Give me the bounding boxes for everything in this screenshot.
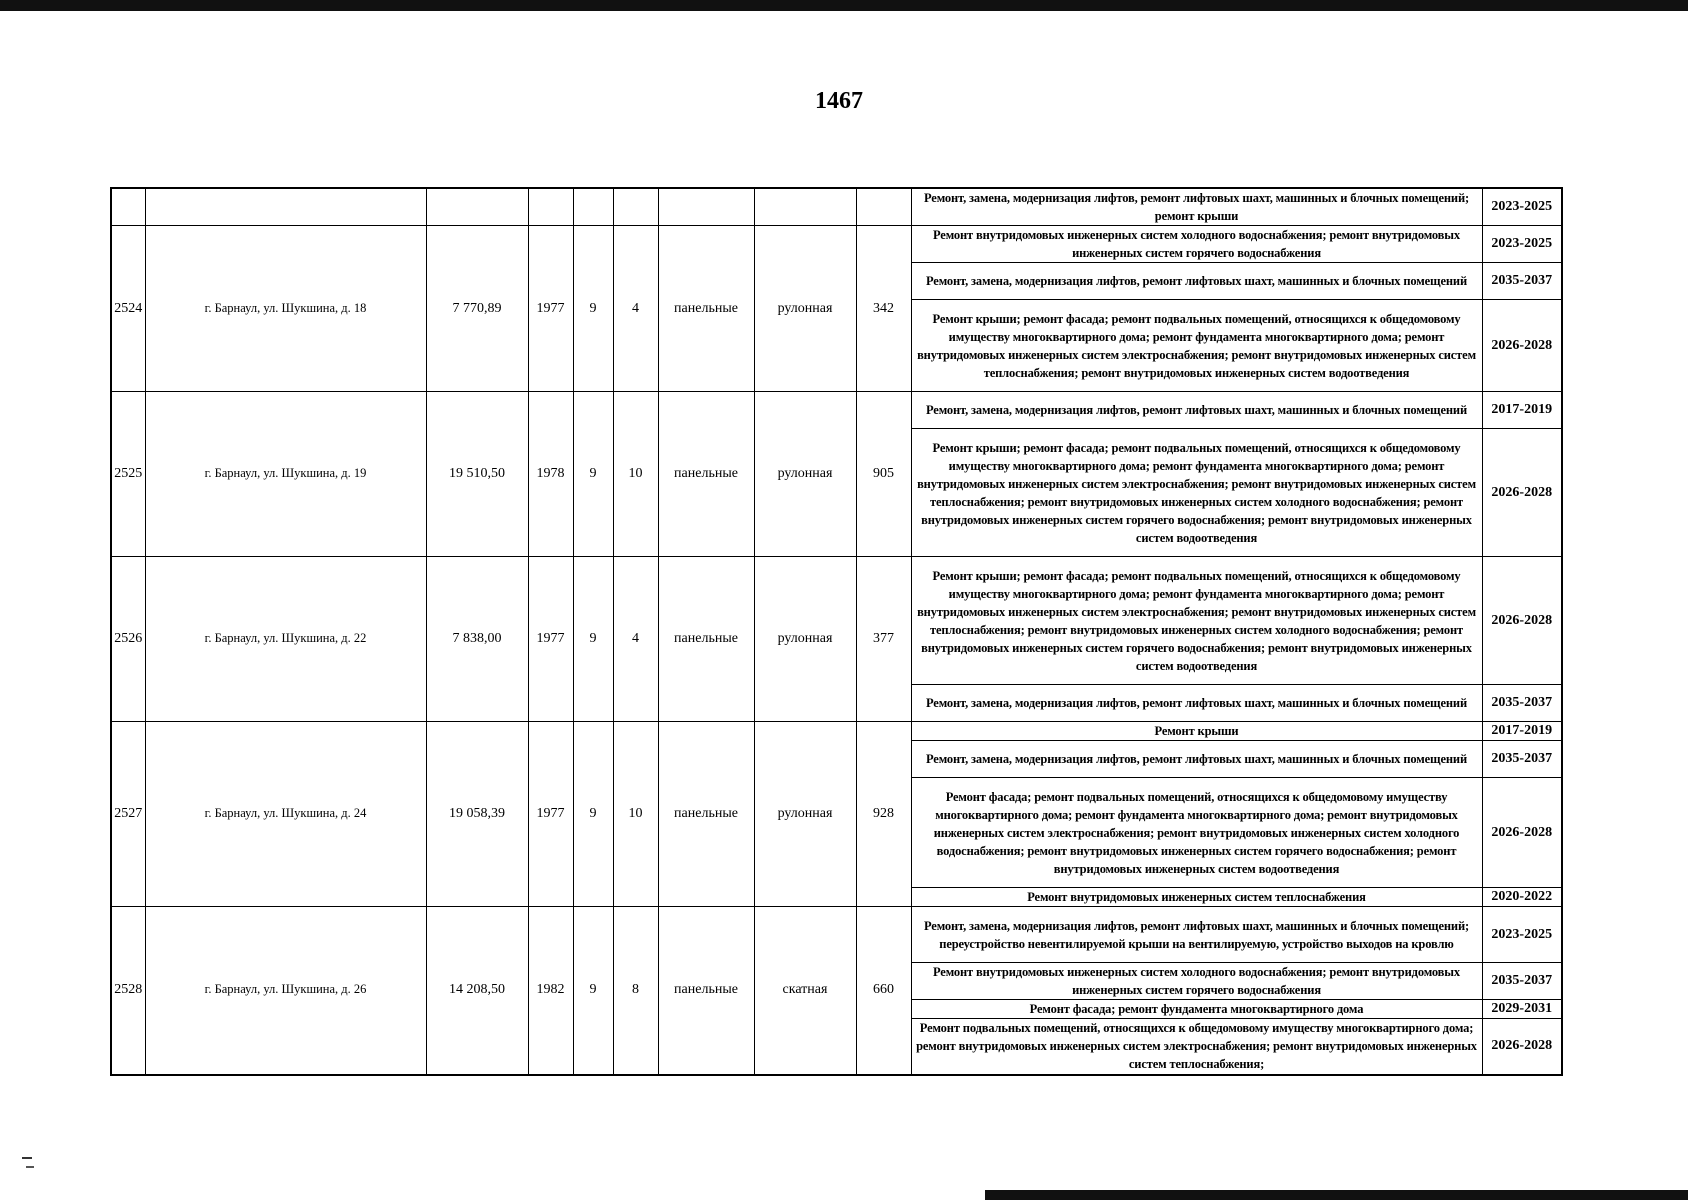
scan-border-bottom [985,1190,1688,1200]
work-description: Ремонт крыши; ремонт фасада; ремонт подвальных помещений, относящихся к общедомовому имуществу многоквартирного дома; ремонт фундамента многоквартирного дома; ремонт внутридомовых инженерных систем электроснабжения; ремонт внутридомовых инженерных систем теплоснабжения; ремонт внутридомовых инженерных систем холодного водоснабжения; ремонт внутридомовых инженерных систем горячего водоснабжения; ремонт внутридомовых инженерных систем водоотведения [911,557,1482,685]
work-description: Ремонт, замена, модернизация лифтов, ремонт лифтовых шахт, машинных и блочных помещений [911,392,1482,429]
work-description: Ремонт внутридомовых инженерных систем теплоснабжения [911,888,1482,907]
work-period: 2026-2028 [1482,300,1562,392]
building-year: 1977 [528,226,573,392]
work-description: Ремонт, замена, модернизация лифтов, ремонт лифтовых шахт, машинных и блочных помещений [911,685,1482,722]
building-number: 2528 [111,907,145,1075]
work-period: 2035-2037 [1482,741,1562,778]
building-area: 7 770,89 [426,226,528,392]
cell-empty [145,188,426,226]
work-description: Ремонт крыши [911,722,1482,741]
building-roof-type: рулонная [754,392,856,557]
building-entrances: 4 [613,557,658,722]
scan-speck [22,1157,32,1159]
building-number: 2526 [111,557,145,722]
work-description: Ремонт, замена, модернизация лифтов, ремонт лифтовых шахт, машинных и блочных помещений [911,263,1482,300]
building-wall-material: панельные [658,907,754,1075]
work-period: 2017-2019 [1482,722,1562,741]
work-period: 2017-2019 [1482,392,1562,429]
building-residents: 342 [856,226,911,392]
building-floors: 9 [573,557,613,722]
building-registry-table [110,187,1563,1076]
cell-empty [528,188,573,226]
building-entrances: 10 [613,722,658,907]
building-entrances: 4 [613,226,658,392]
building-residents: 377 [856,557,911,722]
building-address: г. Барнаул, ул. Шукшина, д. 24 [145,722,426,907]
cell-empty [426,188,528,226]
building-year: 1977 [528,557,573,722]
page-number: 1467 [815,88,863,114]
building-floors: 9 [573,907,613,1075]
work-description: Ремонт, замена, модернизация лифтов, ремонт лифтовых шахт, машинных и блочных помещений [911,741,1482,778]
cell-empty [754,188,856,226]
building-area: 19 510,50 [426,392,528,557]
cell-empty [856,188,911,226]
work-description: Ремонт, замена, модернизация лифтов, ремонт лифтовых шахт, машинных и блочных помещений; ремонт крыши [911,188,1482,226]
table-row-building-2525 [111,392,1562,429]
cell-empty [658,188,754,226]
building-year: 1982 [528,907,573,1075]
work-period: 2035-2037 [1482,685,1562,722]
work-period: 2023-2025 [1482,907,1562,963]
building-address: г. Барнаул, ул. Шукшина, д. 18 [145,226,426,392]
scan-speck [26,1166,34,1168]
table-row-continuation [111,188,1562,226]
table-row-building-2528 [111,907,1562,963]
building-entrances: 8 [613,907,658,1075]
cell-empty [573,188,613,226]
building-area: 7 838,00 [426,557,528,722]
building-address: г. Барнаул, ул. Шукшина, д. 22 [145,557,426,722]
work-period: 2026-2028 [1482,429,1562,557]
building-floors: 9 [573,392,613,557]
work-description: Ремонт крыши; ремонт фасада; ремонт подвальных помещений, относящихся к общедомовому имуществу многоквартирного дома; ремонт фундамента многоквартирного дома; ремонт внутридомовых инженерных систем электроснабжения; ремонт внутридомовых инженерных систем теплоснабжения; ремонт внутридомовых инженерных систем водоотведения [911,300,1482,392]
building-number: 2527 [111,722,145,907]
scan-border-top [0,0,1688,11]
work-period: 2029-2031 [1482,1000,1562,1019]
building-area: 14 208,50 [426,907,528,1075]
table-row-building-2527 [111,722,1562,741]
building-residents: 660 [856,907,911,1075]
building-wall-material: панельные [658,722,754,907]
building-roof-type: рулонная [754,557,856,722]
building-year: 1978 [528,392,573,557]
work-description: Ремонт внутридомовых инженерных систем холодного водоснабжения; ремонт внутридомовых инженерных систем горячего водоснабжения [911,963,1482,1000]
work-period: 2026-2028 [1482,557,1562,685]
work-description: Ремонт внутридомовых инженерных систем холодного водоснабжения; ремонт внутридомовых инженерных систем горячего водоснабжения [911,226,1482,263]
work-period: 2023-2025 [1482,188,1562,226]
building-entrances: 10 [613,392,658,557]
building-roof-type: скатная [754,907,856,1075]
building-roof-type: рулонная [754,722,856,907]
table-row-building-2524 [111,226,1562,263]
building-number: 2524 [111,226,145,392]
building-roof-type: рулонная [754,226,856,392]
building-address: г. Барнаул, ул. Шукшина, д. 26 [145,907,426,1075]
building-residents: 905 [856,392,911,557]
work-description: Ремонт, замена, модернизация лифтов, ремонт лифтовых шахт, машинных и блочных помещений; переустройство невентилируемой крыши на вентилируемую, устройство выходов на кровлю [911,907,1482,963]
work-description: Ремонт подвальных помещений, относящихся к общедомовому имуществу многоквартирного дома; ремонт внутридомовых инженерных систем электроснабжения; ремонт внутридомовых инженерных систем теплоснабжения; [911,1019,1482,1075]
work-description: Ремонт крыши; ремонт фасада; ремонт подвальных помещений, относящихся к общедомовому имуществу многоквартирного дома; ремонт фундамента многоквартирного дома; ремонт внутридомовых инженерных систем электроснабжения; ремонт внутридомовых инженерных систем теплоснабжения; ремонт внутридомовых инженерных систем холодного водоснабжения; ремонт внутридомовых инженерных систем горячего водоснабжения; ремонт внутридомовых инженерных систем водоотведения [911,429,1482,557]
work-period: 2026-2028 [1482,778,1562,888]
building-area: 19 058,39 [426,722,528,907]
cell-empty [111,188,145,226]
table-row-building-2526 [111,557,1562,685]
work-period: 2035-2037 [1482,963,1562,1000]
building-number: 2525 [111,392,145,557]
building-wall-material: панельные [658,392,754,557]
building-wall-material: панельные [658,557,754,722]
building-residents: 928 [856,722,911,907]
building-address: г. Барнаул, ул. Шукшина, д. 19 [145,392,426,557]
cell-empty [613,188,658,226]
building-floors: 9 [573,226,613,392]
work-description: Ремонт фасада; ремонт фундамента многоквартирного дома [911,1000,1482,1019]
work-period: 2026-2028 [1482,1019,1562,1075]
work-description: Ремонт фасада; ремонт подвальных помещений, относящихся к общедомовому имуществу многоквартирного дома; ремонт фундамента многоквартирного дома; ремонт внутридомовых инженерных систем электроснабжения; ремонт внутридомовых инженерных систем холодного водоснабжения; ремонт внутридомовых инженерных систем горячего водоснабжения; ремонт внутридомовых инженерных систем водоотведения [911,778,1482,888]
building-wall-material: панельные [658,226,754,392]
work-period: 2023-2025 [1482,226,1562,263]
building-floors: 9 [573,722,613,907]
work-period: 2020-2022 [1482,888,1562,907]
work-period: 2035-2037 [1482,263,1562,300]
building-year: 1977 [528,722,573,907]
